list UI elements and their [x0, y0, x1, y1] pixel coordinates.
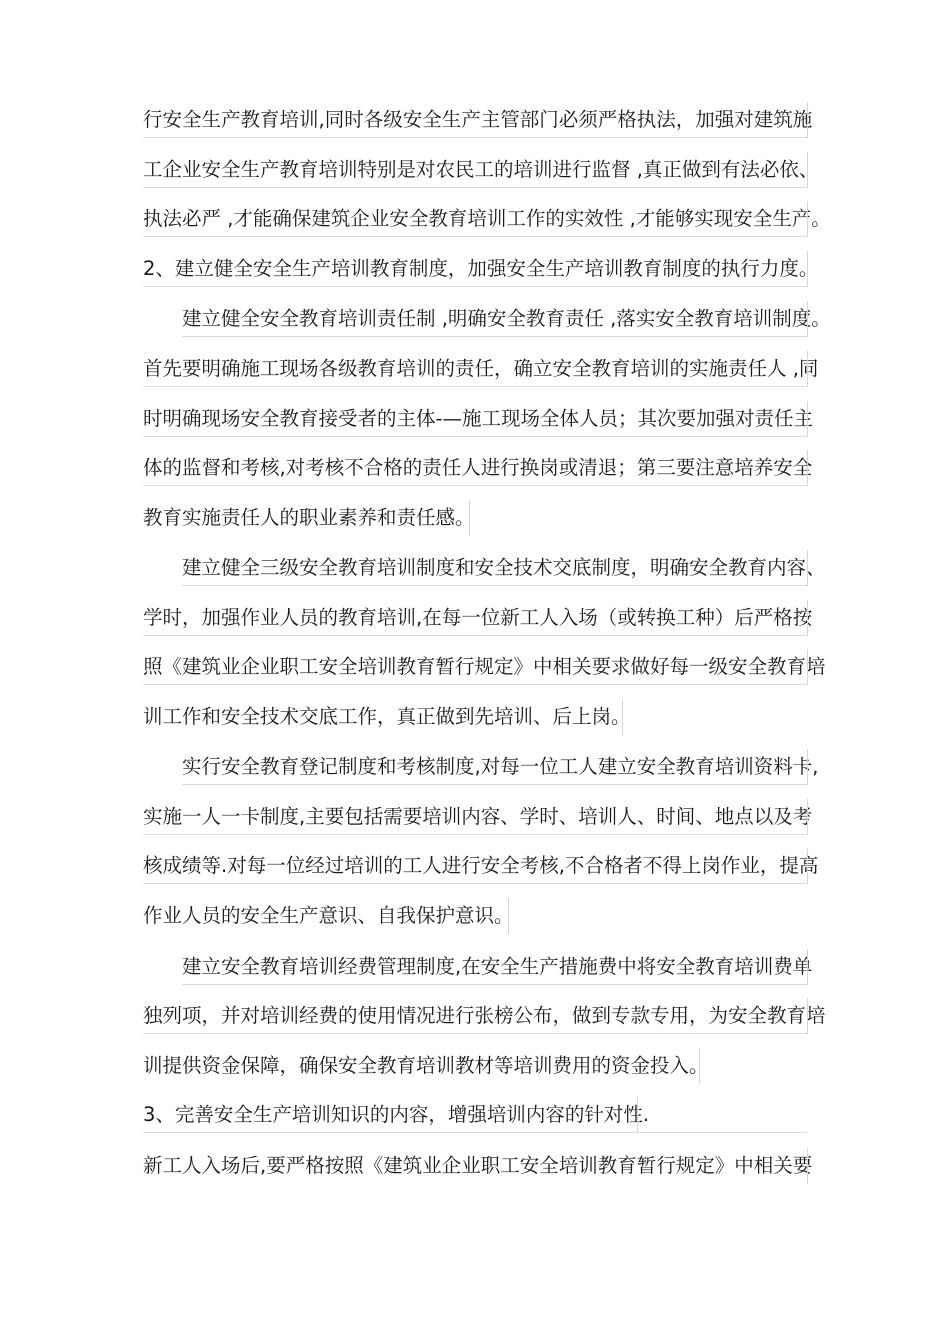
line-edge-mark: [807, 600, 808, 636]
text-line: 教育实施责任人的职业素养和责任感。: [143, 506, 475, 529]
line-underline: [143, 834, 807, 835]
line-underline: [143, 286, 807, 287]
line-edge-mark: [807, 301, 808, 337]
line-edge-mark: [807, 799, 808, 835]
text-line: 行安全生产教育培训,同时各级安全生产主管部门必须严格执法，加强对建筑施: [143, 108, 813, 131]
text-line: 实施一人一卡制度,主要包括需要培训内容、学时、培训人、时间、地点以及考: [143, 805, 813, 828]
line-edge-mark: [807, 649, 808, 685]
text-line: 训工作和安全技术交底工作，真正做到先培训、后上岗。: [143, 705, 631, 728]
text-line: 照《建筑业企业职工安全培训教育暂行规定》中相关要求做好每一级安全教育培: [143, 655, 826, 678]
text-line: 独列项，并对培训经费的使用情况进行张榜公布，做到专款专用，为安全教育培: [143, 1004, 826, 1027]
line-underline: [143, 1033, 807, 1034]
line-edge-mark: [807, 450, 808, 486]
line-edge-mark: [807, 749, 808, 785]
text-line: 时明确现场安全教育接受者的主体-—施工现场全体人员；其次要加强对责任主: [143, 407, 814, 430]
text-line: 新工人入场后,要严格按照《建筑业企业职工安全培训教育暂行规定》中相关要: [143, 1154, 813, 1177]
line-underline: [143, 137, 807, 138]
line-edge-mark: [637, 1097, 638, 1133]
section-heading: 2、建立健全安全生产培训教育制度，加强安全生产培训教育制度的执行力度。: [143, 257, 819, 280]
line-edge-mark: [469, 500, 470, 536]
line-underline: [143, 883, 807, 884]
text-line: 核成绩等.对每一位经过培训的工人进行安全考核,不合格者不得上岗作业，提高: [143, 854, 819, 877]
line-underline: [182, 784, 807, 785]
line-underline: [143, 436, 807, 437]
line-edge-mark: [699, 1048, 700, 1084]
paragraph-first-line: 实行安全教育登记制度和考核制度,对每一位工人建立安全教育培训资料卡,: [182, 755, 819, 778]
line-underline: [182, 336, 807, 337]
text-line: 首先要明确施工现场各级教育培训的责任，确立安全教育培训的实施责任人 ,同: [143, 357, 819, 380]
line-edge-mark: [622, 699, 623, 735]
line-underline: [143, 236, 807, 237]
text-line: 训提供资金保障，确保安全教育培训教材等培训费用的资金投入。: [143, 1054, 709, 1077]
line-underline: [143, 485, 807, 486]
line-underline: [143, 386, 807, 387]
line-edge-mark: [807, 401, 808, 437]
line-edge-mark: [807, 152, 808, 188]
paragraph-first-line: 建立健全三级安全教育培训制度和安全技术交底制度，明确安全教育内容、: [182, 556, 826, 579]
line-edge-mark: [807, 1148, 808, 1184]
line-underline: [143, 1132, 807, 1133]
text-line: 作业人员的安全生产意识、自我保护意识。: [143, 904, 514, 927]
line-underline: [143, 635, 807, 636]
line-edge-mark: [807, 848, 808, 884]
line-edge-mark: [807, 351, 808, 387]
line-edge-mark: [807, 251, 808, 287]
paragraph-first-line: 建立安全教育培训经费管理制度,在安全生产措施费中将安全教育培训费单: [182, 955, 813, 978]
line-edge-mark: [807, 550, 808, 586]
line-underline: [182, 585, 807, 586]
line-underline: [143, 684, 807, 685]
line-edge-mark: [807, 949, 808, 985]
paragraph-first-line: 建立健全安全教育培训责任制 ,明确安全教育责任 ,落实安全教育培训制度。: [182, 307, 831, 330]
section-heading: 3、完善安全生产培训知识的内容，增强培训内容的针对性.: [143, 1103, 650, 1126]
line-underline: [182, 984, 807, 985]
text-line: 体的监督和考核,对考核不合格的责任人进行换岗或清退；第三要注意培养安全: [143, 456, 813, 479]
line-edge-mark: [807, 998, 808, 1034]
line-edge-mark: [807, 201, 808, 237]
text-line: 工企业安全生产教育培训特别是对农民工的培训进行监督 ,真正做到有法必依、: [143, 158, 819, 181]
text-line: 执法必严 ,才能确保建筑企业安全教育培训工作的实效性 ,才能够实现安全生产。: [143, 207, 831, 230]
line-underline: [143, 187, 807, 188]
line-edge-mark: [807, 102, 808, 138]
line-edge-mark: [508, 898, 509, 934]
text-line: 学时，加强作业人员的教育培训,在每一位新工人入场（或转换工种）后严格按: [143, 606, 813, 629]
